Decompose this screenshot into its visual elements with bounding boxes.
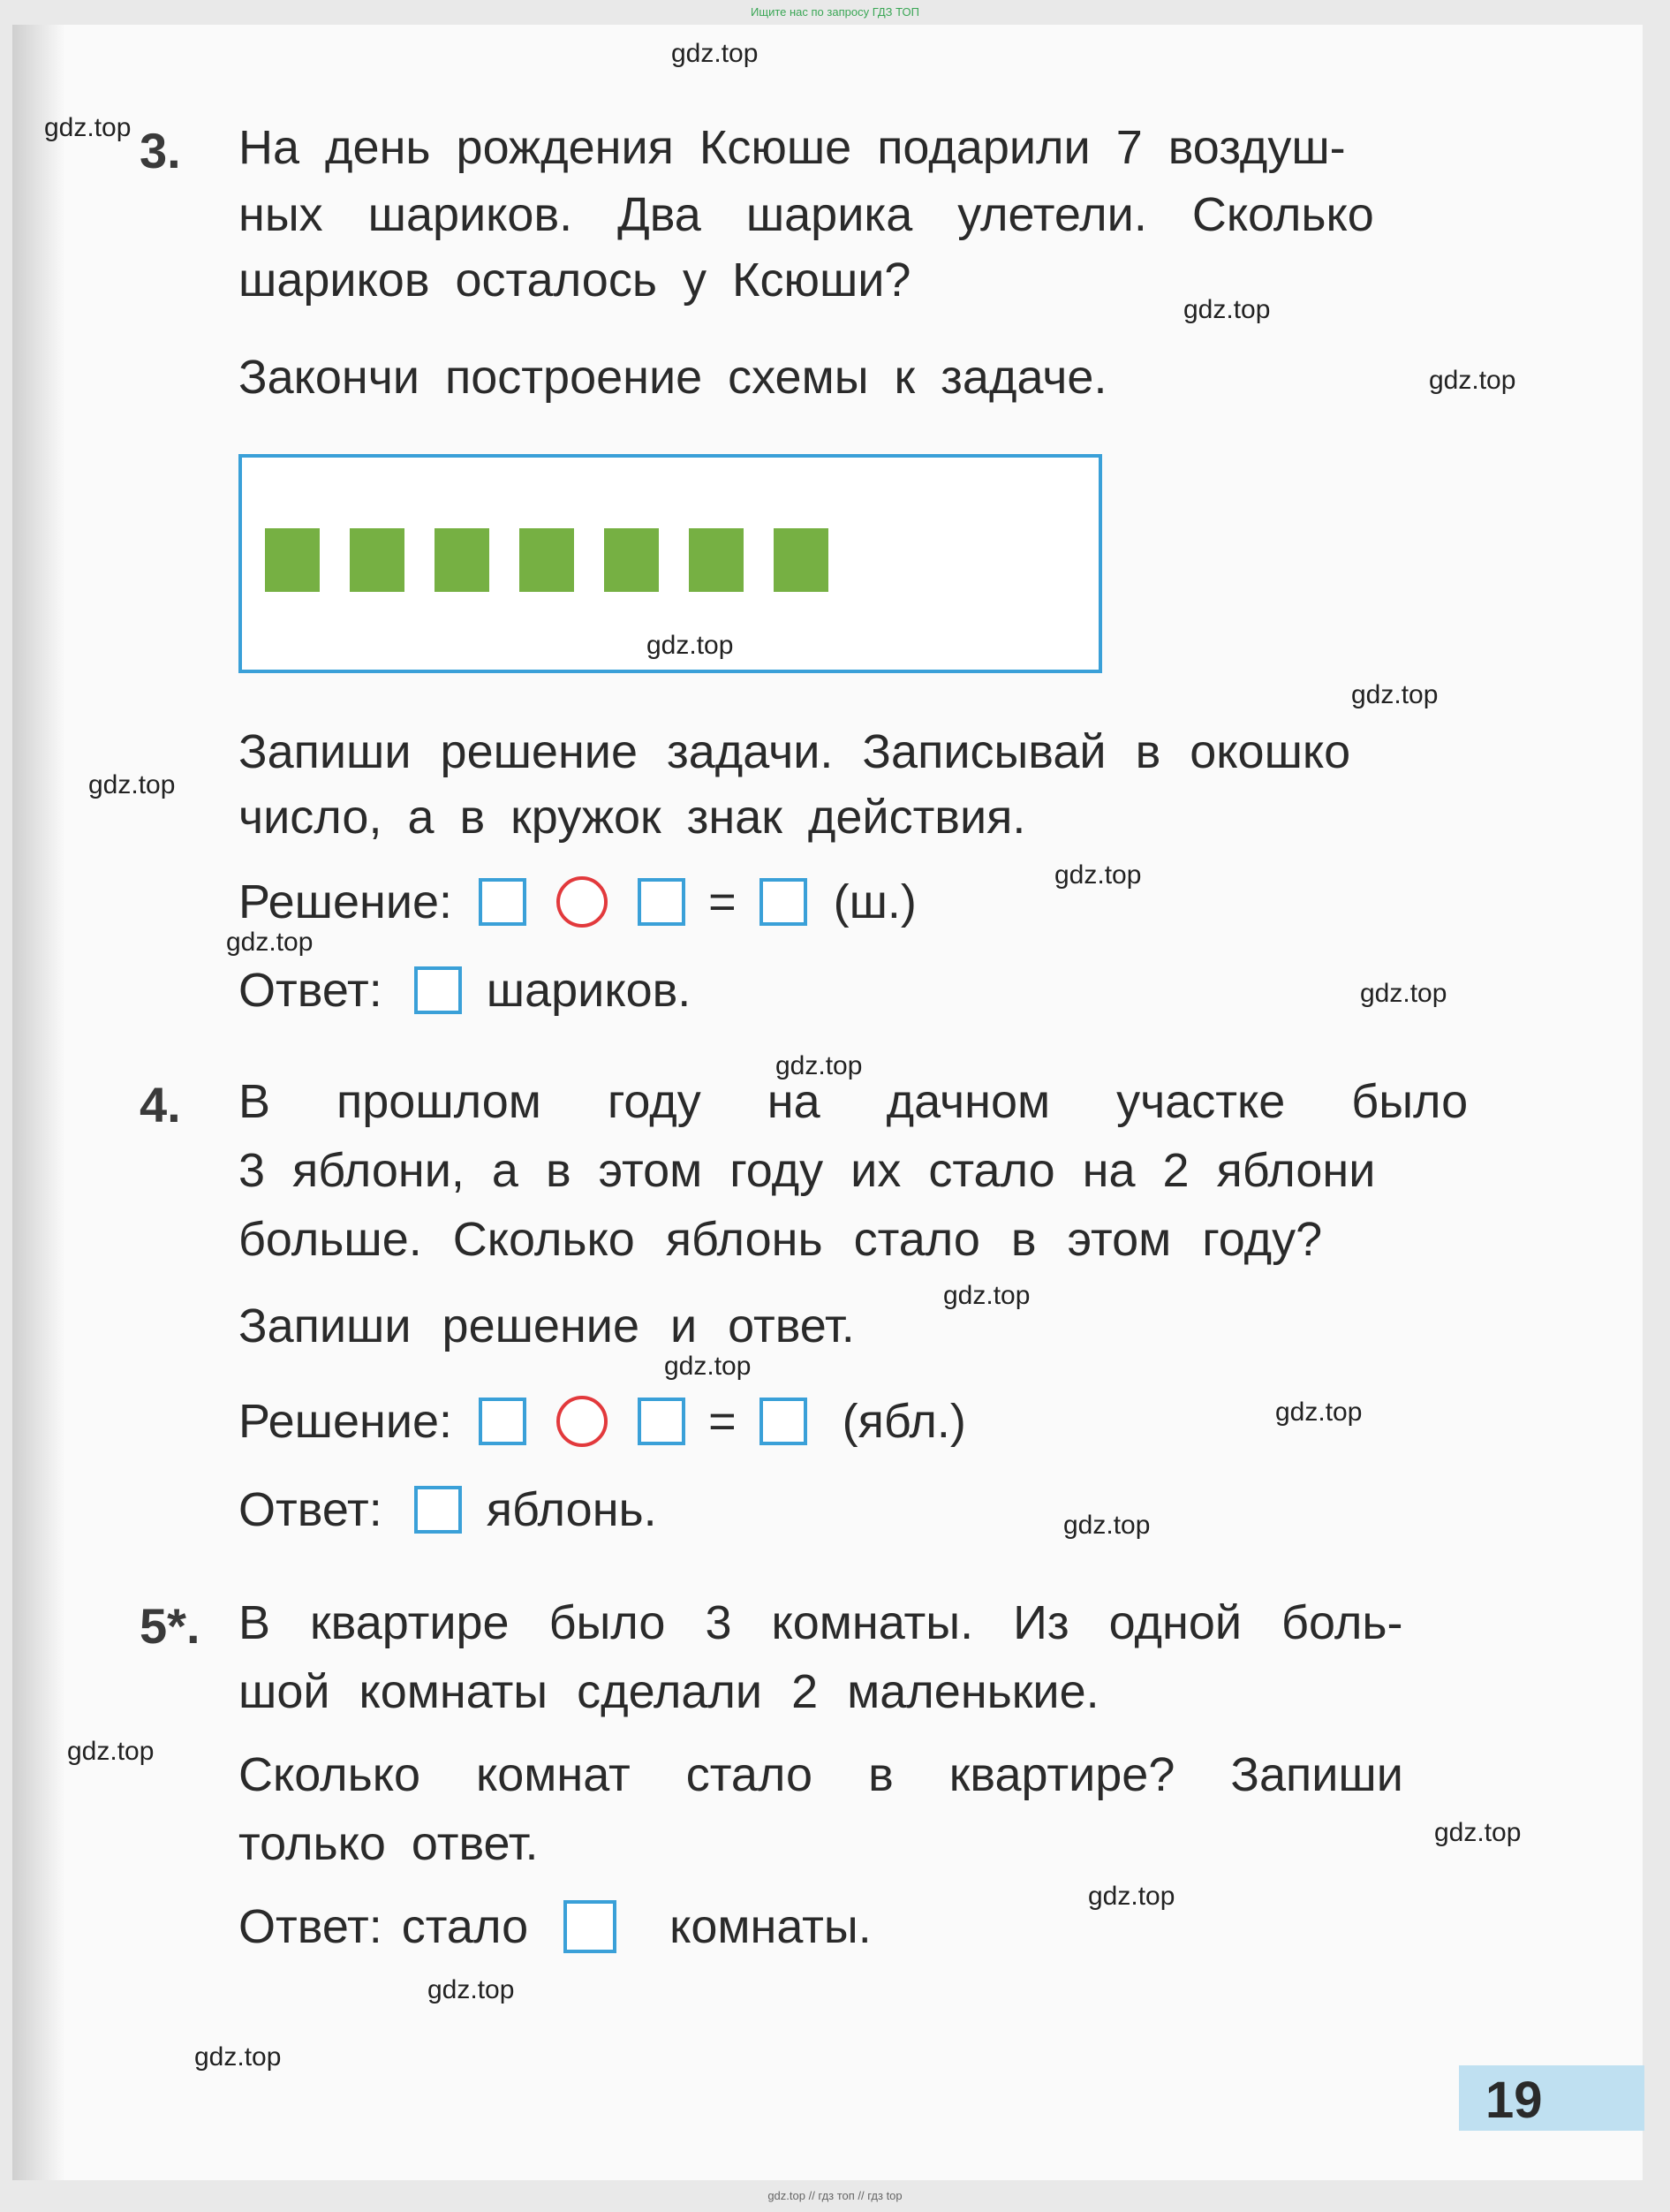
page-number-box <box>1459 2065 1644 2131</box>
watermark-text: gdz.top <box>671 39 759 68</box>
scheme-square <box>265 528 320 592</box>
task3-line-2: ных шариков. Два шарика улетели. Сколько <box>238 188 1374 241</box>
task4-solution-unit: (ябл.) <box>842 1395 966 1448</box>
task5-line-2: шой комнаты сделали 2 маленькие. <box>238 1665 1099 1718</box>
operation-circle[interactable] <box>556 1396 608 1447</box>
task3-solution-label: Решение: <box>238 875 453 928</box>
watermark-text: gdz.top <box>88 770 176 799</box>
task4-answer-label: Ответ: <box>238 1483 382 1536</box>
watermark-text: gdz.top <box>1434 1818 1522 1847</box>
operation-circle[interactable] <box>556 876 608 928</box>
watermark-text: gdz.top <box>67 1737 155 1766</box>
task5-answer-row <box>238 1899 872 1954</box>
number-box[interactable] <box>479 878 526 926</box>
watermark-text: gdz.top <box>943 1281 1031 1310</box>
result-box[interactable] <box>759 1398 807 1445</box>
page-number: 19 <box>1485 2072 1543 2129</box>
task4-line-1: В прошлом году на дачном участке было <box>238 1075 1469 1128</box>
task4-line-3: больше. Сколько яблонь стало в этом году? <box>238 1213 1323 1266</box>
result-box[interactable] <box>759 878 807 926</box>
scheme-square <box>519 528 574 592</box>
watermark-text: gdz.top <box>427 1975 515 2004</box>
task5-answer-unit: комнаты. <box>669 1900 872 1953</box>
number-box[interactable] <box>638 878 685 926</box>
watermark-text: gdz.top <box>1054 860 1142 890</box>
task5-answer-label: Ответ: <box>238 1900 382 1953</box>
task4-answer-row <box>238 1482 657 1537</box>
task4-line-2: 3 яблони, а в этом году их стало на 2 яблони <box>238 1144 1376 1197</box>
task5-line-1: В квартире было 3 комнаты. Из одной боль- <box>238 1596 1403 1649</box>
watermark-text: gdz.top <box>1088 1882 1175 1911</box>
answer-box[interactable] <box>563 1900 616 1953</box>
task3-answer-row <box>238 963 691 1018</box>
equals-sign: = <box>708 1395 737 1448</box>
answer-box[interactable] <box>414 966 462 1014</box>
scheme-square <box>604 528 659 592</box>
equals-sign: = <box>708 875 737 928</box>
scheme-square <box>435 528 489 592</box>
task3-solution-row <box>238 875 917 929</box>
watermark-text: gdz.top <box>1429 366 1516 395</box>
watermark-text: gdz.top <box>194 2042 282 2072</box>
header-watermark: Ищите нас по запросу ГДЗ ТОП <box>751 5 919 19</box>
watermark-text: gdz.top <box>646 631 734 660</box>
watermark-text: gdz.top <box>1183 295 1271 324</box>
scheme-square <box>689 528 744 592</box>
task3-line-1 <box>238 120 1524 175</box>
scheme-square <box>774 528 828 592</box>
task5-answer-prefix: стало <box>401 1900 529 1953</box>
number-box[interactable] <box>479 1398 526 1445</box>
watermark-text: gdz.top <box>44 113 132 142</box>
task5-number: 5*. <box>140 1598 200 1654</box>
watermark-text: gdz.top <box>1360 979 1447 1008</box>
task3-solution-unit: (ш.) <box>833 875 917 928</box>
task4-answer-unit: яблонь. <box>486 1483 657 1536</box>
task3-instruction: Закончи построение схемы к задаче. <box>238 351 1107 404</box>
watermark-text: gdz.top <box>664 1352 752 1381</box>
task3-answer-label: Ответ: <box>238 964 382 1017</box>
task5-line-4: только ответ. <box>238 1817 539 1870</box>
task3-line-3: шариков осталось у Ксюши? <box>238 254 911 307</box>
watermark-text: gdz.top <box>1351 680 1439 709</box>
footer-watermark: gdz.top // гдз топ // гдз top <box>767 2189 903 2202</box>
watermark-text: gdz.top <box>1063 1511 1151 1540</box>
task3-number: 3. <box>140 123 181 178</box>
task4-number: 4. <box>140 1077 181 1133</box>
task4-instruction: Запиши решение и ответ. <box>238 1299 855 1352</box>
page-shadow <box>12 25 65 2180</box>
task5-line-3: Сколько комнат стало в квартире? Запиши <box>238 1748 1403 1801</box>
watermark-text: gdz.top <box>1275 1398 1363 1427</box>
watermark-text: gdz.top <box>226 928 314 957</box>
number-box[interactable] <box>638 1398 685 1445</box>
task3-record-line-1: Запиши решение задачи. Записывай в окошко <box>238 725 1351 778</box>
task3-answer-unit: шариков. <box>486 964 691 1017</box>
watermark-text: gdz.top <box>775 1051 863 1080</box>
scheme-square <box>350 528 404 592</box>
task4-solution-label: Решение: <box>238 1395 453 1448</box>
task4-solution-row <box>238 1394 966 1449</box>
answer-box[interactable] <box>414 1486 462 1534</box>
task3-line-1-text: На день рождения Ксюше подарили 7 воздуш- <box>238 121 1346 174</box>
task3-record-line-2: число, а в кружок знак действия. <box>238 791 1026 844</box>
